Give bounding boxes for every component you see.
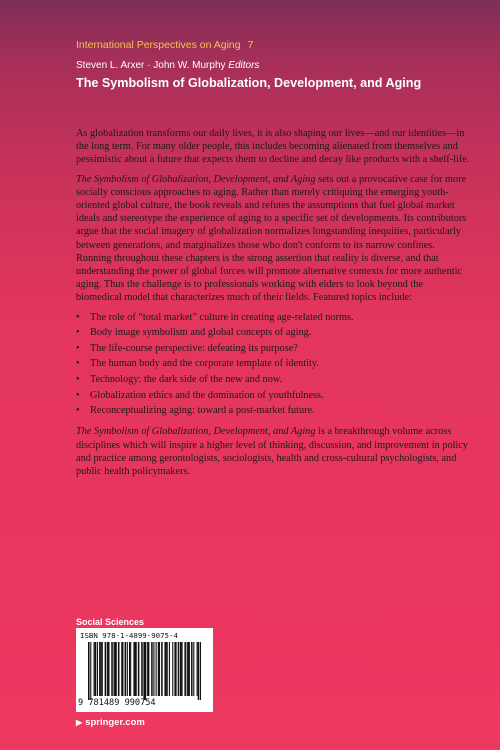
blurb-paragraph-3 bbox=[76, 425, 470, 478]
editors-line bbox=[76, 60, 259, 71]
topic-item bbox=[76, 311, 470, 324]
topic-text: Reconceptualizing aging: toward a post-market future. bbox=[90, 405, 315, 417]
bullet-icon: • bbox=[76, 389, 80, 401]
paragraph-text: is a breakthrough volume across disciplines which will inspire a higher level of thinking, discussion, and improvement in policy and practice among gerontologists, sociologists, health and cross-cultural psychologists, and public health policymakers. bbox=[76, 426, 469, 478]
arrow-icon: ▶ bbox=[76, 718, 83, 727]
bullet-icon: • bbox=[76, 374, 80, 386]
subject-category: Social Sciences bbox=[76, 617, 145, 627]
publisher-url: springer.com bbox=[85, 717, 145, 728]
barcode-block bbox=[76, 628, 213, 712]
topic-text: Body image symbolism and global concepts of aging. bbox=[90, 327, 312, 339]
bullet-icon: • bbox=[76, 358, 80, 370]
barcode-icon bbox=[88, 642, 201, 700]
topic-item bbox=[76, 342, 470, 355]
title-reference: The Symbolism of Globalization, Development, and Aging bbox=[76, 173, 316, 185]
topic-list bbox=[76, 311, 470, 418]
topic-text: The life-course perspective: defeating its purpose? bbox=[90, 342, 298, 354]
book-title: The Symbolism of Globalization, Development, and Aging bbox=[76, 76, 422, 90]
blurb bbox=[76, 127, 470, 484]
blurb-paragraph-2 bbox=[76, 173, 470, 305]
topic-item bbox=[76, 389, 470, 402]
topic-text: Technology: the dark side of the new and now. bbox=[90, 374, 283, 386]
editor-names: Steven L. Arxer · John W. Murphy bbox=[76, 60, 226, 71]
paragraph-text: sets out a provocative case for more socially conscious approaches to aging. Rather than merely critiquing the emerging youth-oriented global culture, the book reveals and refutes the assumptions that fuel global market ideals and stereotype the experience of aging to a specific set of developments. Its contributors argue that the social imagery of globalization normalizes longstanding inequities, particularly between generations, and marginalizes those who don't conform to its narrow confines. Running throughout these chapters is the strong assertion that reality is diverse, and that understanding the power of global forces will promote alternative contexts for more authentic aging. Thus the challenge is to professionals working with elders to look beyond the biomedical model that characterizes much of their fields. Featured topics include: bbox=[76, 173, 467, 304]
topic-item bbox=[76, 404, 470, 417]
barcode-digits: 9 781489 990754 bbox=[78, 698, 156, 708]
topic-text: Globalization ethics and the domination of youthfulness. bbox=[90, 389, 324, 401]
cover-header bbox=[76, 0, 476, 98]
series-line bbox=[76, 39, 253, 51]
series-number: 7 bbox=[247, 39, 254, 51]
publisher-link[interactable] bbox=[76, 717, 145, 728]
topic-text: The human body and the corporate template of identity. bbox=[90, 358, 319, 370]
topic-text: The role of “total market” culture in creating age-related norms. bbox=[90, 311, 354, 323]
bullet-icon: • bbox=[76, 405, 80, 417]
blurb-paragraph-1: As globalization transforms our daily lives, it is also shaping our lives—and our identities—in the long term. For many older people, this includes becoming alienated from themselves and pessimistic about a future that expects them to decline and decay like products with a shelf-life. bbox=[76, 128, 470, 166]
isbn-label: ISBN 978-1-4899-9075-4 bbox=[80, 631, 178, 640]
bullet-icon: • bbox=[76, 327, 80, 339]
topic-item bbox=[76, 357, 470, 370]
bullet-icon: • bbox=[76, 342, 80, 354]
bullet-icon: • bbox=[76, 311, 80, 323]
editors-role: Editors bbox=[228, 60, 260, 71]
topic-item bbox=[76, 326, 470, 339]
series-name: International Perspectives on Aging bbox=[76, 39, 241, 51]
title-reference: The Symbolism of Globalization, Development, and Aging bbox=[76, 426, 316, 438]
topic-item bbox=[76, 373, 470, 386]
